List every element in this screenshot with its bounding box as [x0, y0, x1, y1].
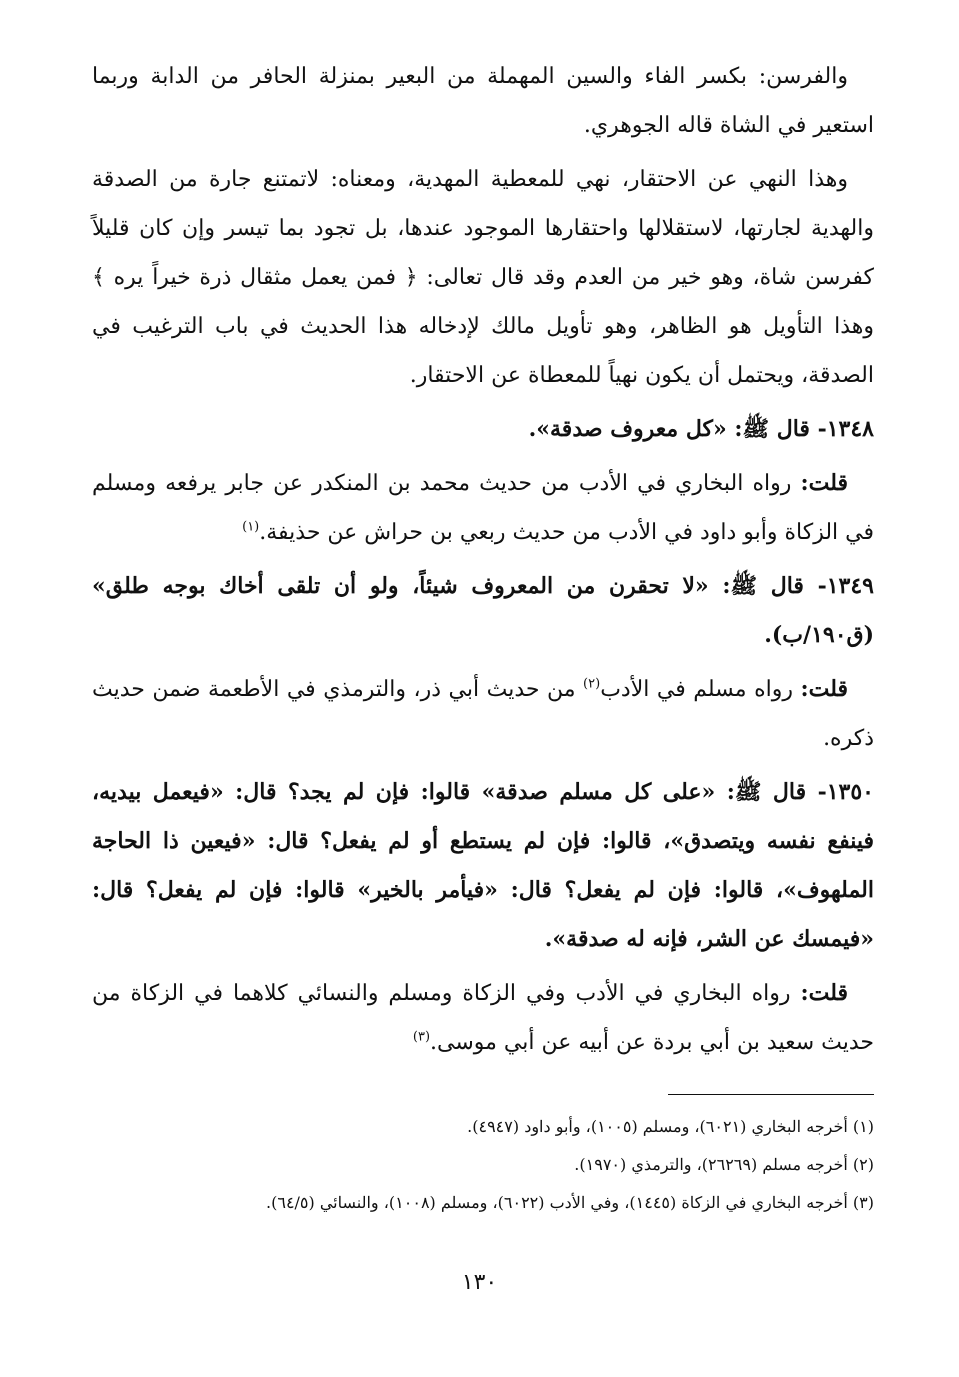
- hadith-1350: ١٣٥٠- قال ﷺ: «على كل مسلم صدقة» قالوا: فإن لم يجد؟ قال: «فيعمل بيديه، فينفع نفسه ويتصدق»، قالوا: فإن لم يستطع أو لم يفعل؟ قال: «فيعين ذا الحاجة الملهوف»، قالوا: فإن لم يفعل؟ قال: «فيأمر بالخير» قالوا: فإن لم يفعل؟ قال: «فيمسك عن الشر، فإنه له صدقة».: [92, 779, 874, 952]
- hadith-1349: ١٣٤٩- قال ﷺ: «لا تحقرن من المعروف شيئاً، ولو أن تلقى أخاك بوجه طلق» (ق١٩٠/ب).: [92, 573, 874, 648]
- note-text: رواه البخاري في الأدب من حديث محمد بن المنكدر عن جابر يرفعه ومسلم في الزكاة وأبو داود في الأدب من حديث ربعي بن حراش عن حذيفة.: [92, 471, 874, 545]
- note-lead: قلت:: [800, 676, 849, 702]
- footnote-2: (٢) أخرجه مسلم (٢٦٢٦٩)، والترمذي (١٩٧٠).: [574, 1155, 874, 1174]
- footnote-divider: [668, 1094, 874, 1095]
- paragraph-commentary: وهذا النهي عن الاحتقار، نهي للمعطية المهدية، ومعناه: لاتمتنع جارة من الصدقة والهدية لجارتها، لاستقلالها واحتقارها الموجود عندها، بل تجود بما تيسر وإن كان قليلاً كفرسن شاة، وهو خير من العدم وقد قال تعالى: ﴿ فمن يعمل مثقال ذرة خيراً يره ﴾ وهذا التأويل هو الظاهر، وهو تأويل مالك لإدخاله هذا الحديث في باب الترغيب في الصدقة، ويحتمل أن يكون نهياً للمعطاة عن الاحتقار.: [92, 167, 874, 388]
- note-text: رواه مسلم في الأدب: [600, 677, 801, 702]
- footnote-1: (١) أخرجه البخاري (٦٠٢١)، ومسلم (١٠٠٥)، وأبو داود (٤٩٤٧).: [467, 1117, 874, 1136]
- note-lead: قلت:: [800, 470, 849, 496]
- footnote-ref-3[interactable]: (٣): [412, 1029, 431, 1045]
- hadith-1348: ١٣٤٨- قال ﷺ: «كل معروف صدقة».: [528, 416, 874, 442]
- page-number: ١٣٠: [461, 1270, 498, 1295]
- footnotes: [92, 1114, 874, 1228]
- page-body: [92, 52, 874, 1072]
- footnote-ref-1[interactable]: (١): [242, 519, 260, 535]
- footnote-ref-2[interactable]: (٢): [583, 676, 601, 692]
- note-1348: [92, 459, 874, 557]
- note-lead: قلت:: [800, 980, 848, 1006]
- paragraph-definition: والفرسن: بكسر الفاء والسين المهملة من البعير بمنزلة الحافر من الدابة وربما استعير في الشاة قاله الجوهري.: [92, 64, 874, 138]
- note-text: رواه البخاري في الأدب وفي الزكاة ومسلم والنسائي كلاهما في الزكاة من حديث سعيد بن أبي بردة عن أبيه عن أبي موسى.: [92, 981, 874, 1055]
- footnote-3: (٣) أخرجه البخاري في الزكاة (١٤٤٥)، وفي الأدب (٦٠٢٢)، ومسلم (١٠٠٨)، والنسائي (٦٤/٥).: [266, 1193, 874, 1212]
- note-1349: [92, 665, 874, 763]
- note-text: من حديث أبي ذر، والترمذي في الأطعمة ضمن حديث ذكره.: [92, 677, 874, 751]
- note-1350: [92, 969, 874, 1067]
